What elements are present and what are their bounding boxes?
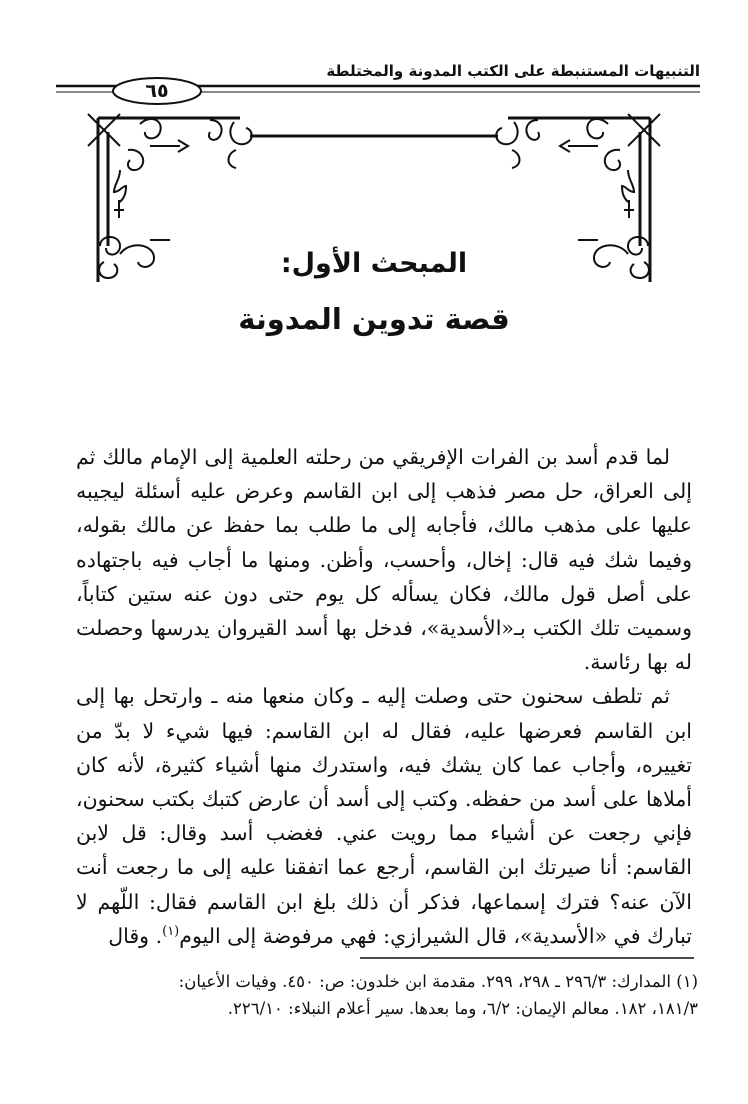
page-number: ٦٥ — [145, 80, 169, 102]
section-title: قصة تدوين المدونة — [238, 302, 510, 336]
paragraph-text-end: . وقال — [108, 923, 163, 948]
paragraph: لما قدم أسد بن الفرات الإفريقي من رحلته العلمية إلى الإمام مالك ثم إلى العراق، حل مصر فذهب إلى ابن القاسم وعرض عليه أسئلة ليجيبه عليها على مذهب مالك، فأجابه إلى ما طلب بما حفظ عن مالك بقوله، وفيما شك فيه قال: إخال، وأحسب، وأظن. ومنها ما أجاب فيه باجتهاده على أصل قول مالك، فكان يسأله كل يوم حتى دون عنه ستين كتاباً، وسميت تلك الكتب بـ«الأسدية»، فدخل بها أسد القيروان يدرسها وحصلت له بها رئاسة. — [76, 445, 692, 675]
body-text — [76, 440, 692, 953]
footnote-reference: (١) — [162, 924, 180, 940]
paragraph-text: ثم تلطف سحنون حتى وصلت إليه ـ وكان منعها منه ـ وارتحل بها إلى ابن القاسم فعرضها عليه، فقال له ابن القاسم: فيها شيء لا بدّ من تغييره، وأجاب عما كان يشك فيه، واستدرك منها أشياء كثيرة، لأنه كان أملاها على أسد من حفظه. وكتب إلى أسد أن عارض كتبك بكتب سحنون، فإني رجعت عن أشياء مما رويت عني. فغضب أسد وقال: قل لابن القاسم: أنا صيرتك ابن القاسم، أرجع عما اتفقنا عليه إلى ما رجعت أنت الآن عنه؟ فترك إسماعها، فذكر أن ذلك بلغ ابن القاسم فقال: اللّهم لا تبارك في «الأسدية»، قال الشيرازي: فهي مرفوضة إلى اليوم — [76, 684, 692, 948]
paragraph — [76, 679, 692, 953]
section-label: المبحث الأول: — [280, 248, 468, 279]
running-title: التنبيهات المستنبطة على الكتب المدونة والمختلطة — [326, 62, 700, 80]
footnote-line: ١٨١/٣، ١٨٢. معالم الإيمان: ٦/٢، وما بعدها. سير أعلام النبلاء: ٢٢٦/١٠. — [227, 999, 698, 1018]
footnote-line: (١) المدارك: ٢٩٦/٣ ـ ٢٩٨، ٢٩٩. مقدمة ابن خلدون: ص: ٤٥٠. وفيات الأعيان: — [178, 972, 698, 991]
footnotes — [64, 968, 698, 1022]
